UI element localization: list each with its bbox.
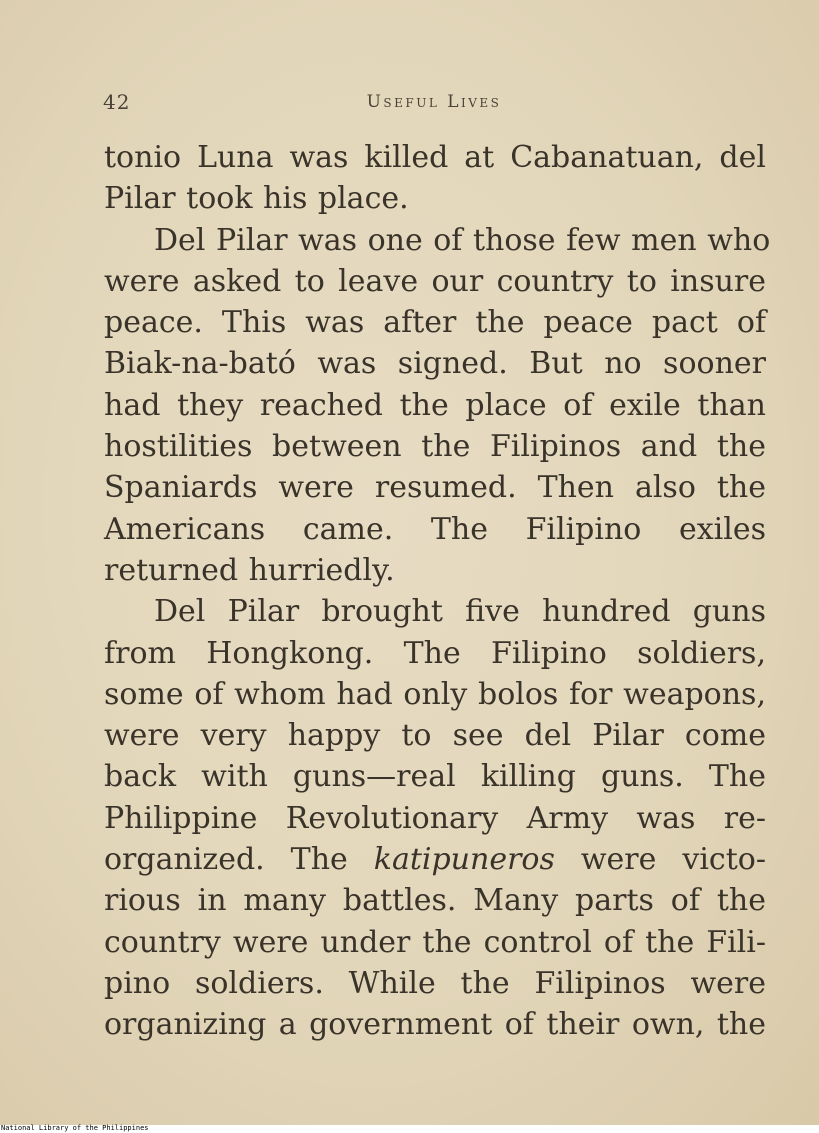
page-number: 42 <box>103 90 131 114</box>
text-line: back with guns—real killing guns. The <box>104 759 766 795</box>
text-line: Del Pilar was one of those few men who <box>154 222 771 258</box>
text-line: organizing a government of their own, the <box>104 1007 766 1043</box>
text-line: were asked to leave our country to insure <box>104 263 766 299</box>
page-header <box>103 90 765 118</box>
text-line: Del Pilar brought five hundred guns <box>154 594 766 630</box>
text-line: tonio Luna was killed at Cabanatuan, del <box>104 140 766 175</box>
text-segment: were victo- <box>580 842 766 878</box>
text-line: Philippine Revolutionary Army was re- <box>104 800 766 836</box>
text-line: Biak-na-bató was signed. But no sooner <box>104 346 766 382</box>
library-credit: National Library of the Philippines <box>1 1124 149 1132</box>
text-line <box>104 839 766 880</box>
running-head: Useful Lives <box>366 92 502 112</box>
body-text <box>104 137 771 1046</box>
text-line: country were under the control of the Fili- <box>104 924 766 960</box>
text-line: Americans came. The Filipino exiles <box>104 511 766 547</box>
text-line: rious in many battles. Many parts of the <box>104 883 766 919</box>
text-line: pino soldiers. While the Filipinos were <box>104 965 766 1001</box>
text-line: Spaniards were resumed. Then also the <box>104 470 766 506</box>
text-line: hostilities between the Filipinos and the <box>104 429 766 465</box>
text-line: Pilar took his place. <box>104 181 409 217</box>
text-line: had they reached the place of exile than <box>104 387 766 423</box>
text-line: peace. This was after the peace pact of <box>104 305 766 341</box>
text-line: were very happy to see del Pilar come <box>104 718 766 754</box>
text-line: returned hurriedly. <box>104 552 395 588</box>
text-line: from Hongkong. The Filipino soldiers, <box>104 635 766 671</box>
italic-term: katipuneros <box>373 842 555 878</box>
text-line: some of whom had only bolos for weapons, <box>104 676 766 712</box>
text-segment: organized. The <box>104 842 348 878</box>
